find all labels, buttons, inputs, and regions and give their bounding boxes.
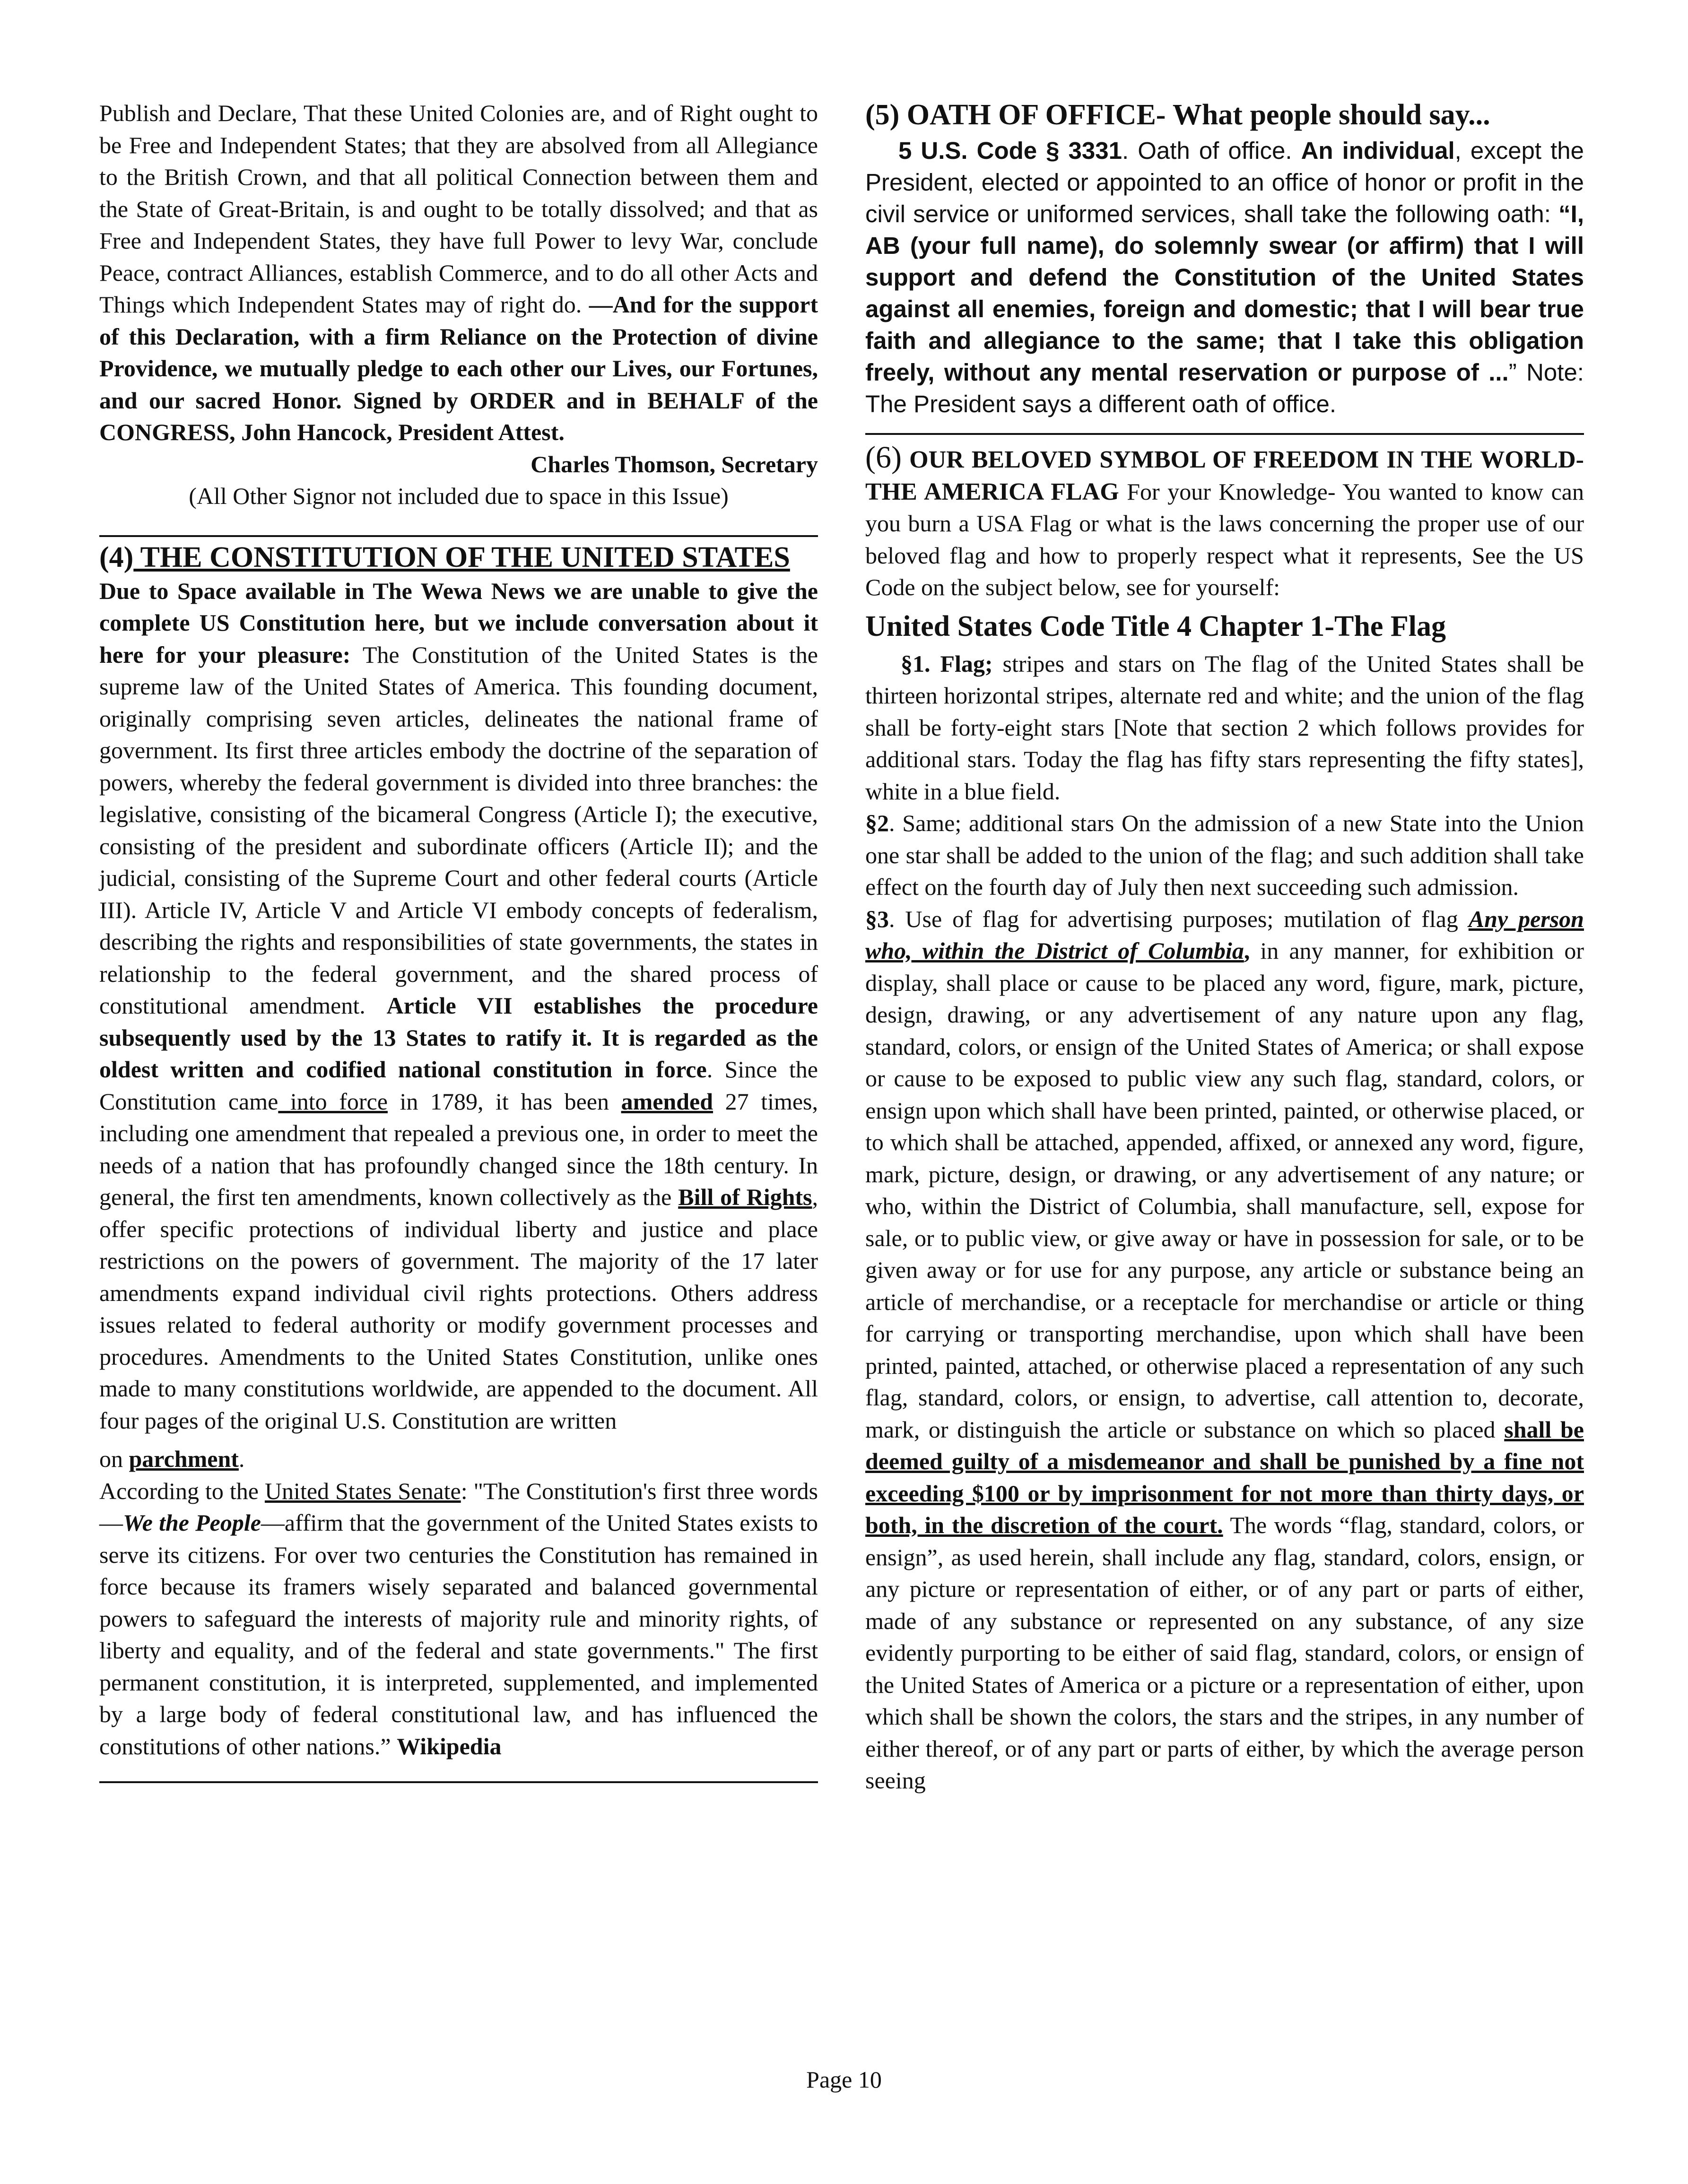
declaration-paragraph bbox=[99, 97, 818, 449]
constitution-intro: Due to Space available in The Wewa News we are unable to give the complete US Constitution here, but we include conversation about it here for your pleasure: bbox=[99, 577, 818, 668]
section-6-heading: OUR BELOVED SYMBOL OF FREEDOM IN THE WORLD-THE AMERICA FLAG bbox=[865, 446, 1584, 505]
section-1-label: §1. Flag; bbox=[901, 650, 993, 677]
section-3-text: The words “flag, standard, colors, or ensign”, as used herein, shall include any flag, standard, colors, ensign, or any picture or representation of either, or of any part or parts of either, made of any substance or represented on any substance, of any size evidently purporting to be either of said flag, standard, colors, or ensign of the United States of America or a picture or a representation of either, upon which shall be shown the colors, the stars and the stripes, in any number of either thereof, or of any part or parts of either, by which the average person seeing bbox=[865, 1512, 1584, 1794]
wikipedia-source: Wikipedia bbox=[397, 1733, 502, 1759]
senate-link[interactable]: United States Senate bbox=[264, 1477, 461, 1504]
oath-text: , except the President, elected or appointed to an office of honor or profit in the civil service or uniformed services, shall take the following oath: bbox=[865, 137, 1584, 227]
bill-of-rights-link[interactable]: Bill of Rights bbox=[678, 1184, 812, 1210]
oath-wording: “I, AB (your full name), do solemnly swear (or affirm) that I will support and defend the Constitution of the United States against all enemies, foreign and domestic; that I will bear true faith and allegiance to the same; that I take this obligation freely, without any mental reservation or purpose of ... bbox=[865, 200, 1584, 386]
page-number: Page 10 bbox=[806, 2066, 882, 2093]
oath-note: ” Note: The President says a different oath of office. bbox=[865, 359, 1584, 417]
section-2-text: . Same; additional stars On the admission of a new State into the Union one star shall be added to the union of the flag; and such addition shall take effect on the fourth day of July then next succeeding such admission. bbox=[865, 810, 1584, 900]
section-6-number: (6) bbox=[865, 440, 902, 475]
section-4-heading bbox=[99, 540, 818, 575]
flag-section-1 bbox=[865, 648, 1584, 808]
senate-quote-text: : "The Constitution's first three words— bbox=[99, 1477, 818, 1536]
constitution-text: The Constitution of the United States is the supreme law of the United States of America. This founding document, originally comprising seven articles, delineates the national frame of government. Its first three articles embody the doctrine of the separation of powers, whereby the federal government is divided into three branches: the legislative, consisting of the bicameral Congress (Article I); the executive, consisting of the president and subordinate officers (Article II); and the judicial, consisting of the Supreme Court and other federal courts (Article III). Article IV, Article V and Article VI embody concepts of federalism, describing the rights and responsibilities of state governments, the states in relationship to the federal government, and the shared process of constitutional amendment. bbox=[99, 641, 818, 1019]
penalty-clause: shall be deemed guilty of a misdemeanor and shall be punished by a fine not exceeding $100 or by imprisonment for not more than thirty days, or both, in the discretion of the court. bbox=[865, 1416, 1584, 1538]
section-divider bbox=[99, 1781, 818, 1783]
section-3-text: , bbox=[1244, 937, 1250, 964]
oath-paragraph bbox=[865, 135, 1584, 420]
section-divider bbox=[99, 535, 818, 537]
constitution-paragraph bbox=[99, 575, 818, 1437]
oath-text: . Oath of office. bbox=[1122, 137, 1301, 164]
section-4-number: (4) bbox=[99, 541, 134, 573]
declaration-text: Publish and Declare, That these United Colonies are, and of Right ought to be Free and Independent States; that they are absolved from all Allegiance to the British Crown, and that all political Connection between them and the State of Great-Britain, is and ought to be totally dissolved; and that as Free and Independent States, they have full Power to levy War, conclude Peace, contract Alliances, establish Commerce, and to do all other Acts and Things which Independent States may of right do. bbox=[99, 100, 818, 318]
senate-quote-paragraph bbox=[99, 1475, 818, 1763]
oath-individual: An individual bbox=[1301, 137, 1455, 164]
parchment-prefix: on bbox=[99, 1446, 129, 1472]
parchment-link[interactable]: parchment bbox=[129, 1446, 239, 1472]
we-the-people: We the People bbox=[123, 1509, 261, 1536]
parchment-suffix: . bbox=[238, 1446, 245, 1472]
section-4-title: THE CONSTITUTION OF THE UNITED STATES bbox=[133, 541, 790, 573]
section-6 bbox=[865, 442, 1584, 1797]
into-force-link[interactable]: into force bbox=[278, 1088, 388, 1115]
left-column bbox=[99, 97, 818, 1783]
parchment-line bbox=[99, 1443, 818, 1475]
constitution-article-vii: Article VII establishes the procedure subsequently used by the 13 States to ratify it. It is regarded as the oldest written and codified national constitution in force bbox=[99, 992, 818, 1083]
section-5-title: (5) OATH OF OFFICE- What people should say... bbox=[865, 99, 1490, 131]
section-divider bbox=[865, 433, 1584, 435]
amended-link[interactable]: amended bbox=[621, 1088, 713, 1115]
declaration-secretary: Charles Thomson, Secretary bbox=[531, 451, 818, 477]
section-1-text: stripes and stars on The flag of the United States shall be thirteen horizontal stripes, alternate red and white; and the union of the flag shall be forty-eight stars [Note that section 2 which follows provides for additional stars. Today the flag has fifty stars representing the fifty states], white in a blue field. bbox=[865, 650, 1584, 805]
district-of-columbia-clause: Any person who, within the District of Columbia bbox=[865, 905, 1584, 964]
flag-code-title: United States Code Title 4 Chapter 1-The Flag bbox=[865, 610, 1446, 642]
right-column bbox=[865, 97, 1584, 1797]
constitution-text: 27 times, including one amendment that repealed a previous one, in order to meet the needs of a nation that has profoundly changed since the 18th century. In general, the first ten amendments, known collectively as the bbox=[99, 1088, 818, 1210]
constitution-text: in 1789, it has been bbox=[387, 1088, 621, 1115]
constitution-text: , offer specific protections of individual liberty and justice and place restrictions on the powers of government. The majority of the 17 later amendments expand individual civil rights protections. Others address issues related to federal authority or modify government processes and procedures. Amendments to the United States Constitution, unlike ones made to many constitutions worldwide, are appended to the document. All four pages of the original U.S. Constitution are written bbox=[99, 1184, 818, 1434]
section-3-text: . Use of flag for advertising purposes; mutilation of flag bbox=[889, 905, 1469, 932]
section-3-label: §3 bbox=[865, 905, 889, 932]
senate-quote-text: According to the bbox=[99, 1477, 265, 1504]
constitution-text: . Since the Constitution came bbox=[99, 1056, 818, 1115]
flag-intro-paragraph bbox=[865, 442, 1584, 604]
section-3-text: in any manner, for exhibition or display, shall place or cause to be placed any word, figure, mark, picture, design, drawing, or any advertisement of any nature upon any flag, standard, colors, or ensign of the United States of America; or shall expose or cause to be exposed to public view any such flag, standard, colors, or ensign upon which shall have been printed, painted, or otherwise placed, or to which shall be attached, appended, affixed, or annexed any word, figure, mark, picture, design, or drawing, or any advertisement of any nature; or who, within the District of Columbia, shall manufacture, sell, expose for sale, or to public view, or give away or have in possession for sale, or to be given away or for use for any purpose, any article or substance being an article of merchandise, or a receptacle for merchandise or article or thing for carrying or transporting merchandise, upon which shall have been printed, painted, attached, or otherwise placed a representation of any such flag, standard, colors, or ensign, to advertise, call attention to, decorate, mark, or distinguish the article or substance on which so placed bbox=[865, 937, 1584, 1443]
flag-intro-text: For your Knowledge- You wanted to know can you burn a USA Flag or what is the laws concerning the proper use of our beloved flag and how to properly respect what it represents, See the US Code on the subject below, see for yourself: bbox=[865, 478, 1584, 600]
flag-section-2 bbox=[865, 807, 1584, 903]
senate-quote-text: —affirm that the government of the United States exists to serve its citizens. For over two centuries the Constitution has remained in force because its framers wisely separated and balanced governmental powers to safeguard the interests of majority rule and minority rights, of liberty and equality, and of the federal and state governments." The first permanent constitution, it is interpreted, supplemented, and implemented by a large body of federal constitutional law, and has influenced the constitutions of other nations.” bbox=[99, 1509, 818, 1759]
oath-code: 5 U.S. Code § 3331 bbox=[898, 137, 1122, 164]
flag-section-3 bbox=[865, 903, 1584, 1797]
declaration-note: (All Other Signor not included due to space in this Issue) bbox=[189, 483, 729, 509]
declaration-pledge: —And for the support of this Declaration, with a firm Reliance on the Protection of divine Providence, we mutually pledge to each other our Lives, our Fortunes, and our sacred Honor. Signed by ORDER and in BEHALF of the CONGRESS, John Hancock, President Attest. bbox=[99, 291, 818, 445]
section-2-label: §2 bbox=[865, 810, 889, 836]
